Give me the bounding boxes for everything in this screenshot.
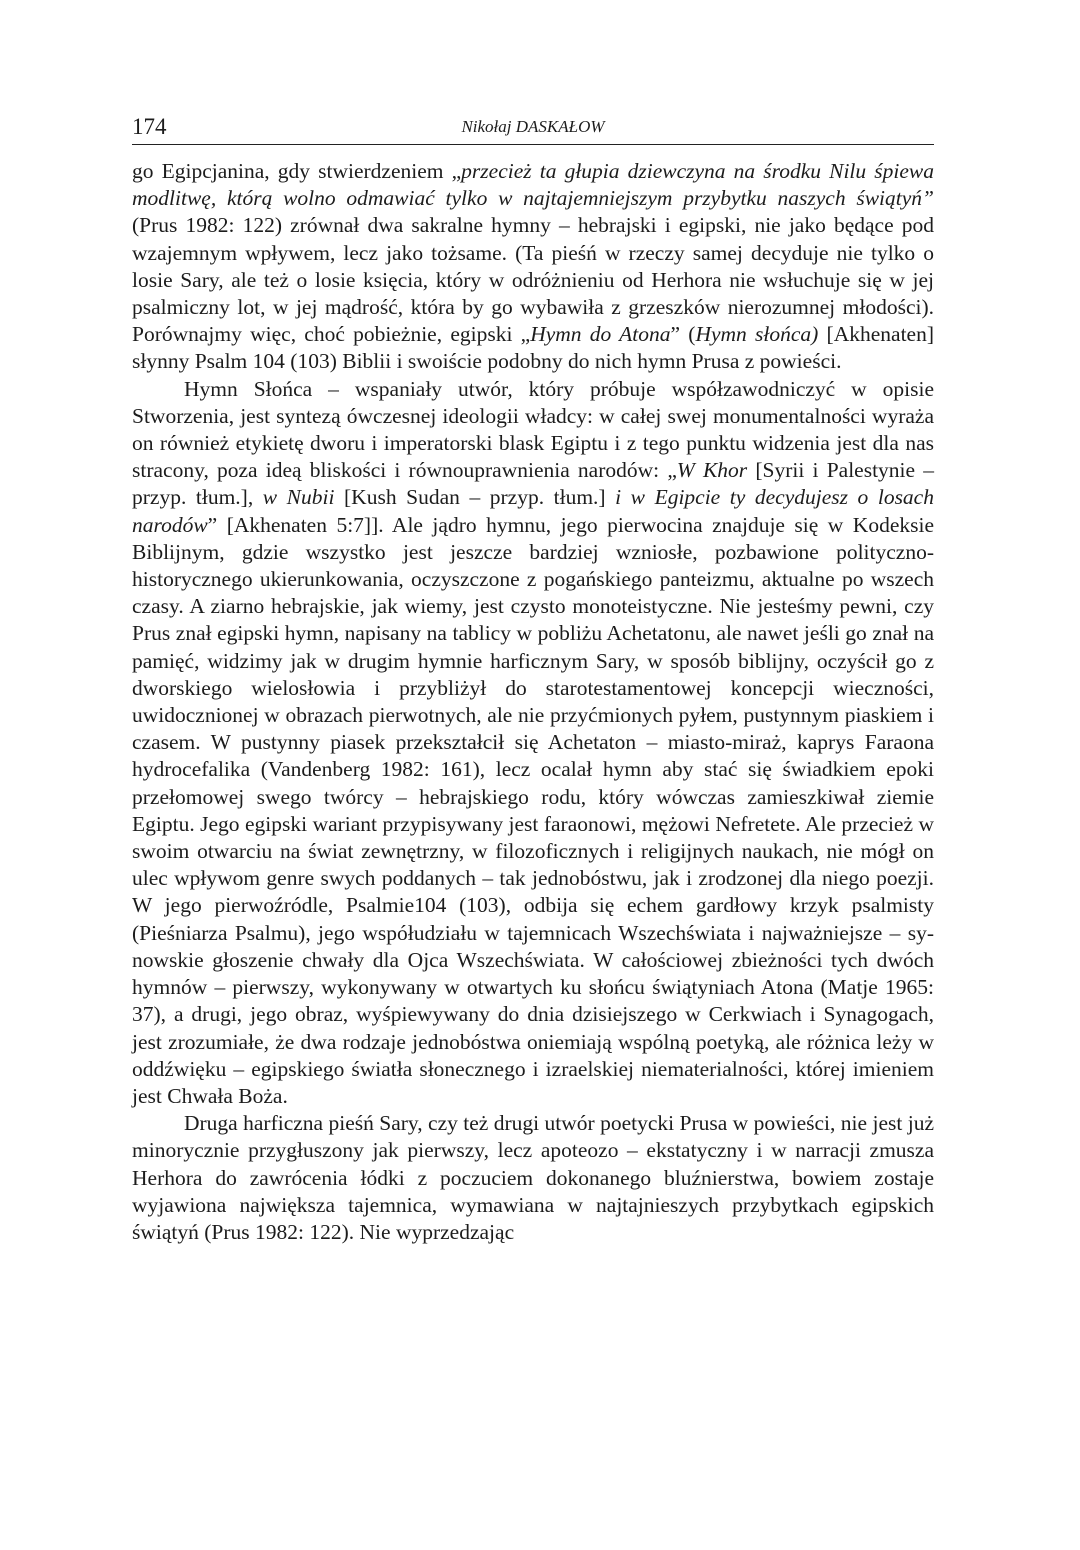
paragraph	[132, 158, 934, 376]
text-segment: (Prus 1982: 122) zrównał dwa sakralne hymny – hebrajski i egipski, nie jako będące pod wzajemnym wpływem, lecz jako tożsame. (Ta pieśń w rzeczy samej decyduje nie tylko o losie Sary, ale też o losie księcia, który w odróżnieniu od Herhora nie wsłuchuje się w jej psalmiczny lot, w jej mądrość, która by go wybawiła z grzeszków nierozumnej młodości). Porównajmy więc, choć pobieżnie, egipski „	[132, 213, 934, 347]
text-segment: [Kush Sudan – przyp. tłum.]	[334, 485, 616, 510]
text-segment: ” (	[670, 322, 696, 347]
italic-text-segment: Hymn do Atona	[530, 322, 671, 347]
italic-text-segment: Hymn słońca)	[695, 322, 819, 347]
paragraph	[132, 1110, 934, 1246]
running-head-author: Nikołaj DASKAŁOW	[461, 117, 605, 136]
italic-text-segment: W Khor	[676, 458, 748, 483]
italic-text-segment: przecież ta głupia dziewczyna na środku Nilu śpiewa modlitwę, którą wolno odmawiać tylko w najtajemniejszym przybytku naszych świątyń”	[132, 159, 934, 211]
paragraph	[132, 376, 934, 1110]
italic-text-segment: w Nubii	[262, 485, 335, 510]
text-segment: [Akhenaten] słynny Psalm 104 (103) Biblii i swoiście podobny do nich hymn Prusa z powieści.	[132, 322, 934, 374]
text-segment: Hymn Słońca – wspaniały utwór, który próbuje współzawodniczyć w opisie Stworzenia, jest syntezą ówczesnej ideologii władcy: w całej swej monumentalności wyraża on również etykietę dworu i imperatorski blask Egiptu i z tego punktu widzenia jest dla nas stracony, poza ideą bliskości i równouprawnienia narodów: „	[132, 376, 934, 483]
text-segment: [Syrii i Palestynie – przyp. tłum.],	[132, 458, 934, 510]
text-segment: ” [Akhenaten 5:7]]. Ale jądro hymnu, jego pierwocina znajduje się w Kodeksie Biblijnym, gdzie wszystko jest jeszcze bardziej wzniosłe, pozbawione polityczno-historycznego ukierunkowania, oczyszczone z pogańskiego panteizmu, aktualne po wszech czasy. A ziarno hebrajskie, jak wiemy, jest czysto monoteistyczne. Nie jesteśmy pewni, czy Prus znał egipski hymn, napisany na tablicy w pobliżu Achetatonu, ale nawet jeśli go znał na pamięć, widzimy jak w drugim hymnie harficznym Sary, w sposób biblijny, oczyścił go z dworskiego wielosłowia i przybliżył do starotestamentowej koncepcji wieczności, uwidocznionej w obrazach pierwotnych, ale nie przyćmionych pyłem, pustynnym piaskiem i czasem. W pustynny piasek przekształcił się Achetaton – miasto-miraż, kaprys Faraona hydrocefalika (Vandenberg 1982: 161), lecz ocalał hymn aby stać się świadkiem epoki przełomowej swego twórcy – hebrajskiego rodu, który wówczas zamieszkiwał ziemie Egiptu. Jego egipski wariant przypisywany jest faraonowi, mężowi Nefretete. Ale przecież w swoim otwarciu na świat zewnętrzny, w filozoficznych i religijnych naukach, nie mógł on ulec wpływom genre swych poddanych – tak jednobóstwu, jak i zrodzonej dla niego poezji. W jego pierwoźródle, Psalmie104 (103), odbija się echem gardłowy krzyk psalmisty (Pieśniarza Psalmu), jego współudziału w tajemnicach Wszechświata i najważniejsze – synowskie głoszenie chwały dla Ojca Wszechświata. W całościowej zbieżności tych dwóch hymnów – pierwszy, wykonywany w otwartych ku słońcu świątyniach Atona (Matje 1965: 37), a drugi, jego obraz, wyśpiewywany do dnia dzisiejszego w Cerkwiach i Synagogach, jest zrozumiałe, że dwa rodzaje jednobóstwa oniemiają wspólną poetyką, ale różnica leży w oddźwięku – egipskiego światła słonecznego i izraelskiej niematerialności, której imieniem jest Chwała Boża.	[132, 512, 934, 1108]
page-number: 174	[132, 114, 167, 139]
book-page	[132, 112, 934, 1246]
page-header	[132, 112, 934, 145]
text-segment: Druga harficzna pieśń Sary, czy też drugi utwór poetycki Prusa w powieści, nie jest już minorycznie przygłuszony jak pierwszy, lecz apoteozo – ekstatyczny i w narracji zmusza Herhora do zawrócenia łódki z poczuciem dokonanego bluźnierstwa, bowiem zostaje wyjawiona największa tajemnica, wymawiana w najtajnieszych przybytkach egipskich świątyń (Prus 1982: 122). Nie wyprzedzając	[132, 1111, 934, 1244]
body-text	[132, 158, 934, 1246]
italic-text-segment: i w Egipcie ty decydujesz o losach narodów	[132, 485, 934, 537]
text-segment: go Egipcjanina, gdy stwierdzeniem „	[132, 159, 462, 183]
